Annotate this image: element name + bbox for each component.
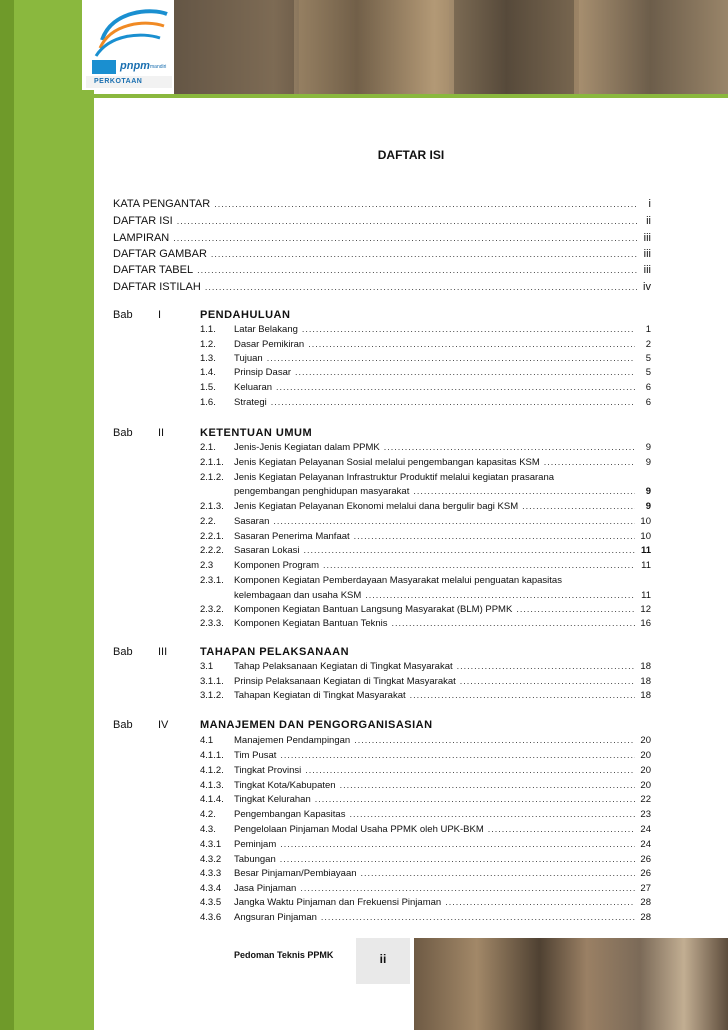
toc-subitem[interactable]: 2.3.2. Komponen Kegiatan Bantuan Langsung Masyarakat (BLM) PPMK ..... 12 <box>200 602 651 617</box>
toc-row-front[interactable]: LAMPIRAN ..... iii <box>113 230 651 246</box>
toc-subitem[interactable]: 2.1. Jenis-Jenis Kegiatan dalam PPMK ..... 9 <box>200 440 651 455</box>
toc-row-front[interactable]: KATA PENGANTAR ..... i <box>113 196 651 212</box>
toc-subitem[interactable]: 2.2. Sasaran ..... 10 <box>200 514 651 529</box>
toc-subitem[interactable]: 2.3.3. Komponen Kegiatan Bantuan Teknis ..... 16 <box>200 616 651 631</box>
logo-wordmark: pnpm <box>120 60 150 72</box>
toc-subitem[interactable]: 4.3.3 Besar Pinjaman/Pembiayaan ..... 26 <box>200 866 651 881</box>
toc-subitem[interactable]: 1.3. Tujuan ..... 5 <box>200 351 651 366</box>
toc-subitem[interactable]: 4.3. Pengelolaan Pinjaman Modal Usaha PPMK oleh UPK-BKM ..... 24 <box>200 822 651 837</box>
footer-page-number-box <box>356 938 410 984</box>
toc-subitem[interactable]: 4.3.1 Peminjam ..... 24 <box>200 837 651 852</box>
toc-subitem[interactable]: 2.1.2. Jenis Kegiatan Pelayanan Infrastruktur Produktif melalui kegiatan prasarana <box>200 472 555 483</box>
toc-row-front[interactable]: DAFTAR TABEL ..... iii <box>113 262 651 278</box>
header-photo-collage <box>174 0 728 94</box>
toc-subitem[interactable]: 4.1.4. Tingkat Kelurahan ..... 22 <box>200 792 651 807</box>
toc-subitem[interactable]: 2.2.1. Sasaran Penerima Manfaat ..... 10 <box>200 529 651 544</box>
toc-subitem[interactable]: 4.3.6 Angsuran Pinjaman ..... 28 <box>200 910 651 925</box>
toc-subitem[interactable]: 4.3.5 Jangka Waktu Pinjaman dan Frekuensi Pinjaman ..... 28 <box>200 895 651 910</box>
toc-subitem[interactable]: 2.2.2. Sasaran Lokasi ..... 11 <box>200 543 651 558</box>
toc-row-front[interactable]: DAFTAR ISTILAH ..... iv <box>113 279 651 295</box>
toc-subitem[interactable]: 1.6. Strategi ..... 6 <box>200 395 651 410</box>
toc-subitem[interactable]: 4.3.2 Tabungan ..... 26 <box>200 852 651 867</box>
left-dark-stripe <box>0 0 14 1030</box>
toc-subitem-continuation[interactable]: pengembangan penghidupan masyarakat ..... 9 <box>234 484 651 499</box>
toc-subitem[interactable]: 3.1 Tahap Pelaksanaan Kegiatan di Tingkat Masyarakat ..... 18 <box>200 659 651 674</box>
toc-subitem[interactable]: 1.2. Dasar Pemikiran ..... 2 <box>200 337 651 352</box>
toc-subitem[interactable]: 1.1. Latar Belakang ..... 1 <box>200 322 651 337</box>
toc-subitem[interactable]: 4.1.1. Tim Pusat ..... 20 <box>200 748 651 763</box>
toc-subitem[interactable]: 2.3.1. Komponen Kegiatan Pemberdayaan Masyarakat melalui penguatan kapasitas <box>200 575 562 586</box>
toc-subitem[interactable]: 1.5. Keluaran ..... 6 <box>200 380 651 395</box>
left-green-sidebar <box>0 0 94 1030</box>
toc-subitem[interactable]: 4.1.3. Tingkat Kota/Kabupaten ..... 20 <box>200 778 651 793</box>
footer-document-title: Pedoman Teknis PPMK <box>234 950 334 960</box>
footer-page-number: ii <box>379 952 387 966</box>
page-title: DAFTAR ISI <box>377 148 445 162</box>
toc-subitem[interactable]: 1.4. Prinsip Dasar ..... 5 <box>200 365 651 380</box>
pnpm-logo <box>82 0 174 90</box>
logo-subtext: mandiri <box>150 64 167 70</box>
toc-subitem[interactable]: 2.1.1. Jenis Kegiatan Pelayanan Sosial melalui pengembangan kapasitas KSM ..... 9 <box>200 455 651 470</box>
toc-subitem[interactable]: 2.1.3. Jenis Kegiatan Pelayanan Ekonomi melalui dana bergulir bagi KSM ..... 9 <box>200 499 651 514</box>
footer-photo-collage <box>414 938 728 1030</box>
toc-row-front[interactable]: DAFTAR ISI ..... ii <box>113 213 651 229</box>
toc-subitem[interactable]: 3.1.1. Prinsip Pelaksanaan Kegiatan di Tingkat Masyarakat ..... 18 <box>200 674 651 689</box>
toc-subitem[interactable]: 3.1.2. Tahapan Kegiatan di Tingkat Masyarakat ..... 18 <box>200 688 651 703</box>
logo-band-text: PERKOTAAN <box>94 78 143 85</box>
toc-subitem-continuation[interactable]: kelembagaan dan usaha KSM ..... 11 <box>234 588 651 603</box>
toc-subitem[interactable]: 4.1.2. Tingkat Provinsi ..... 20 <box>200 763 651 778</box>
toc-subitem[interactable]: 2.3 Komponen Program ..... 11 <box>200 558 651 573</box>
toc-subitem[interactable]: 4.2. Pengembangan Kapasitas ..... 23 <box>200 807 651 822</box>
toc-subitem[interactable]: 4.1 Manajemen Pendampingan ..... 20 <box>200 733 651 748</box>
toc-row-front[interactable]: DAFTAR GAMBAR ..... iii <box>113 246 651 262</box>
header-divider <box>94 94 728 98</box>
toc-subitem[interactable]: 4.3.4 Jasa Pinjaman ..... 27 <box>200 881 651 896</box>
